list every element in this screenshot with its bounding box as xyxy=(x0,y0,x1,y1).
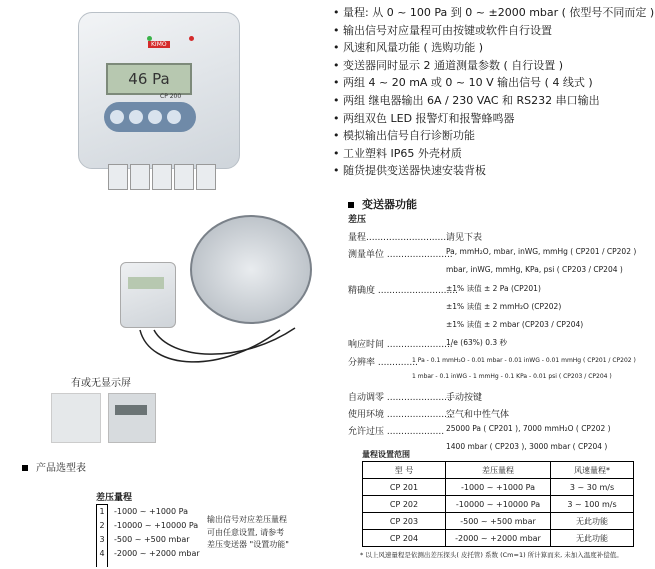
cable-gland xyxy=(196,164,216,190)
feature-list xyxy=(333,4,653,180)
code-value: -2000 ~ +2000 mbar xyxy=(114,549,200,558)
table-row xyxy=(363,479,634,496)
feature-item: • 输出信号对应量程可由按键或软件自行设置 xyxy=(333,22,653,40)
feature-item: • 两组双色 LED 报警灯和报警蜂鸣器 xyxy=(333,110,653,128)
cable-gland xyxy=(108,164,128,190)
range-label: 差压量程 xyxy=(96,493,133,503)
spec-row xyxy=(348,355,418,368)
feature-item: • 两组 继电器输出 6A / 230 VAC 和 RS232 串口输出 xyxy=(333,92,653,110)
table-row xyxy=(363,496,634,513)
spec-row xyxy=(348,337,453,350)
table-header-row xyxy=(363,462,634,479)
table-cell: -1000 ~ +1000 Pa xyxy=(446,479,551,496)
key-button xyxy=(110,110,124,124)
spec-label: 使用环境 ....................... xyxy=(348,410,453,420)
lcd-display: 46 Pa xyxy=(106,63,192,95)
code-row xyxy=(96,507,188,516)
table-row xyxy=(363,530,634,547)
function-title-text: 变送器功能 xyxy=(362,198,417,211)
spec-value: 25000 Pa ( CP201 ), 7000 mmH₂O ( CP202 ) xyxy=(446,424,611,433)
table-row xyxy=(363,513,634,530)
feature-item: • 变送器同时显示 2 通道测量参数 ( 自行设置 ) xyxy=(333,57,653,75)
tubing-image xyxy=(130,300,310,380)
spec-subtitle: 差压 xyxy=(348,215,367,225)
spec-value: 1/e (63%) 0.3 秒 xyxy=(446,338,508,347)
spec-label: 量程............................. xyxy=(348,233,449,243)
display-options-label: 有或无显示屏 xyxy=(71,378,131,389)
range-table xyxy=(362,461,634,547)
table-cell: CP 201 xyxy=(363,479,446,496)
feature-item: • 模拟输出信号自行诊断功能 xyxy=(333,127,653,145)
spec-value: Pa, mmH₂O, mbar, inWG, mmHg ( CP201 / CP202 ) xyxy=(446,247,637,256)
selection-note xyxy=(207,514,289,552)
led-red-icon xyxy=(189,36,194,41)
spec-row xyxy=(348,424,446,437)
cable-gland xyxy=(130,164,150,190)
spec-label: 允许过压 .................... xyxy=(348,427,445,437)
spec-label: 自动调零 ....................... xyxy=(348,393,453,403)
spec-row xyxy=(348,283,458,296)
table-cell: CP 202 xyxy=(363,496,446,513)
table-cell: 3 ~ 100 m/s xyxy=(551,496,634,513)
bullet-square-icon xyxy=(348,202,354,208)
key-button xyxy=(129,110,143,124)
brand-logo: KIMO xyxy=(148,41,170,48)
table-cell: -2000 ~ +2000 mbar xyxy=(446,530,551,547)
code-value: -1000 ~ +1000 Pa xyxy=(114,507,189,516)
table-cell: CP 203 xyxy=(363,513,446,530)
range-footnote: * 以上风速量程是依测出差压探头( 皮托管) 系数 (Cm=1) 所计算而来, 未加入温度补偿值。 xyxy=(360,551,623,559)
spec-value: 手动按键 xyxy=(446,393,483,403)
code-value: -10000 ~ +10000 Pa xyxy=(114,521,199,530)
note-line: 差压变送器 "设置功能" xyxy=(207,540,289,549)
spec-value: 请见下表 xyxy=(446,233,483,243)
thumbnail-lcd xyxy=(115,405,147,415)
spec-label: 测量单位 ....................... xyxy=(348,250,453,260)
with-display-thumbnail xyxy=(108,393,156,443)
feature-item: • 风速和风量功能 ( 选购功能 ) xyxy=(333,39,653,57)
note-line: 输出信号对应差压量程 xyxy=(207,515,287,524)
spec-row xyxy=(348,407,453,420)
table-cell: CP 204 xyxy=(363,530,446,547)
spec-row xyxy=(348,247,453,260)
table-header: 风速量程* xyxy=(551,462,634,479)
key-button xyxy=(148,110,162,124)
table-cell: 无此功能 xyxy=(551,513,634,530)
spec-label: 响应时间 ....................... xyxy=(348,340,453,350)
feature-item: • 随货提供变送器快速安装背板 xyxy=(333,162,653,180)
spec-label: 精确度 ............................ xyxy=(348,286,458,296)
bullet-square-icon xyxy=(22,465,28,471)
selection-section-title xyxy=(22,459,86,474)
spec-value: ±1% 读值 ± 2 Pa (CP201) xyxy=(446,284,541,293)
spec-value: 1 Pa - 0.1 mmH₂O - 0.01 mbar - 0.01 inWG - 0.01 mmHg ( CP201 / CP202 ) xyxy=(412,357,636,364)
table-cell: 3 ~ 30 m/s xyxy=(551,479,634,496)
model-label: CP 200 xyxy=(160,93,182,100)
cable-gland xyxy=(174,164,194,190)
feature-item: • 工业塑料 IP65 外壳材质 xyxy=(333,145,653,163)
function-section-title xyxy=(348,196,417,212)
table-cell: 无此功能 xyxy=(551,530,634,547)
no-display-thumbnail xyxy=(51,393,101,443)
code-row xyxy=(96,549,200,558)
cable-gland xyxy=(152,164,172,190)
code-number: 2 xyxy=(99,521,105,530)
spec-value: 空气和中性气体 xyxy=(446,410,510,420)
table-header: 差压量程 xyxy=(446,462,551,479)
key-button xyxy=(167,110,181,124)
code-number: 4 xyxy=(99,549,105,558)
note-line: 可由任意设置, 请参考 xyxy=(207,527,285,537)
spec-value: mbar, inWG, mmHg, KPa, psi ( CP203 / CP204 ) xyxy=(446,265,623,274)
code-value: -500 ~ +500 mbar xyxy=(114,535,190,544)
spec-value: 1400 mbar ( CP203 ), 3000 mbar ( CP204 ) xyxy=(446,442,608,451)
feature-item: • 两组 4 ~ 20 mA 或 0 ~ 10 V 输出信号 ( 4 线式 ) xyxy=(333,74,653,92)
spec-row xyxy=(348,230,449,243)
selection-title-text: 产品选型表 xyxy=(36,463,86,474)
spec-value: ±1% 读值 ± 2 mbar (CP203 / CP204) xyxy=(446,320,584,329)
range-table-title: 量程设置范围 xyxy=(362,450,410,459)
code-number: 3 xyxy=(99,535,105,544)
code-number: 1 xyxy=(99,507,105,516)
table-cell: -500 ~ +500 mbar xyxy=(446,513,551,530)
table-header: 型 号 xyxy=(363,462,446,479)
code-row xyxy=(96,535,190,544)
spec-label: 分辨率 .............. xyxy=(348,358,418,368)
table-cell: -10000 ~ +10000 Pa xyxy=(446,496,551,513)
feature-item: • 量程: 从 0 ~ 100 Pa 到 0 ~ ±2000 mbar ( 依型号不同而定 ) xyxy=(333,4,653,22)
code-row xyxy=(96,521,198,530)
spec-row xyxy=(348,390,453,403)
small-lcd xyxy=(128,277,164,289)
spec-value: 1 mbar - 0.1 inWG - 1 mmHg - 0.1 KPa - 0.01 psi ( CP203 / CP204 ) xyxy=(412,373,612,380)
spec-value: ±1% 读值 ± 2 mmH₂O (CP202) xyxy=(446,302,562,311)
